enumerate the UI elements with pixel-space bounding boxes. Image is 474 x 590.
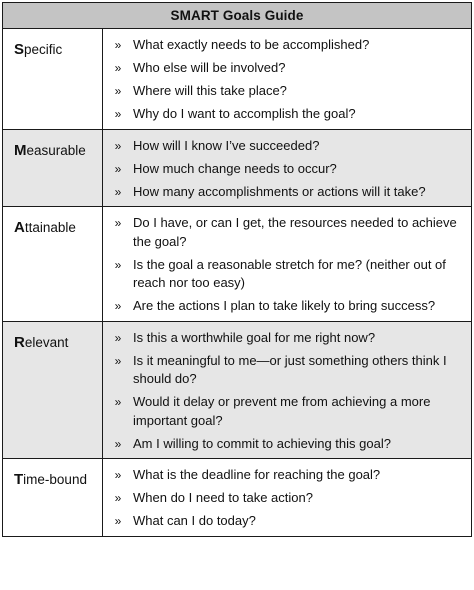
term-measurable [3, 130, 103, 207]
list-item [103, 160, 461, 179]
term-initial: T [14, 471, 24, 488]
list-item [103, 297, 461, 316]
term-initial: R [14, 333, 25, 351]
chevron-right-icon: » [114, 491, 122, 505]
question-text: How much change needs to occur? [133, 160, 337, 176]
term-rest: easurable [26, 142, 86, 158]
chevron-right-icon: » [114, 138, 122, 153]
list-item [103, 105, 461, 124]
chevron-right-icon: » [114, 257, 122, 272]
list-item [103, 512, 461, 531]
question-text: Is the goal a reasonable stretch for me? (neither out of reach nor too easy) [133, 256, 446, 290]
question-text: Where will this take place? [133, 83, 287, 98]
list-item [103, 393, 461, 430]
question-text: Why do I want to accomplish the goal? [133, 106, 356, 121]
term-attainable [3, 207, 103, 321]
list-item [103, 352, 461, 389]
question-list [103, 29, 471, 129]
list-item [103, 466, 461, 485]
chevron-right-icon: » [114, 84, 122, 98]
question-text: Is it meaningful to me—or just something others think I should do? [133, 352, 447, 386]
question-list [103, 459, 471, 536]
question-text: Who else will be involved? [133, 60, 286, 75]
table-title: SMART Goals Guide [3, 3, 471, 29]
chevron-right-icon: » [114, 216, 122, 230]
list-item [103, 256, 461, 293]
question-text: How many accomplishments or actions will it take? [133, 183, 426, 199]
question-text: When do I need to take action? [133, 490, 313, 505]
question-text: How will I know I’ve succeeded? [133, 137, 320, 153]
question-text: What can I do today? [133, 513, 256, 528]
chevron-right-icon: » [114, 299, 122, 313]
list-item [103, 214, 461, 251]
question-text: Is this a worthwhile goal for me right now? [133, 329, 376, 345]
list-item [103, 329, 461, 348]
question-text: Would it delay or prevent me from achieving a more important goal? [133, 394, 431, 428]
chevron-right-icon: » [114, 395, 122, 409]
list-item [103, 137, 461, 156]
list-item [103, 36, 461, 55]
chevron-right-icon: » [114, 38, 122, 52]
chevron-right-icon: » [114, 353, 122, 368]
term-relevant [3, 322, 103, 459]
list-item [103, 183, 461, 202]
row-attainable [3, 207, 471, 322]
chevron-right-icon: » [114, 184, 122, 199]
term-rest: ttainable [24, 220, 76, 235]
chevron-right-icon: » [114, 161, 122, 176]
term-rest: elevant [24, 334, 69, 350]
question-text: What is the deadline for reaching the goal? [133, 467, 381, 482]
question-list [103, 322, 471, 459]
term-time-bound [3, 459, 103, 536]
question-text: What exactly needs to be accomplished? [133, 37, 370, 52]
list-item [103, 82, 461, 101]
list-item [103, 59, 461, 78]
list-item [103, 435, 461, 454]
term-specific [3, 29, 103, 129]
chevron-right-icon: » [114, 61, 122, 75]
term-initial: A [14, 219, 25, 236]
question-list [103, 207, 471, 321]
question-text: Do I have, or can I get, the resources needed to achieve the goal? [133, 215, 457, 249]
smart-goals-table [2, 2, 472, 537]
row-specific [3, 29, 471, 130]
term-initial: S [14, 41, 25, 58]
chevron-right-icon: » [114, 107, 122, 121]
row-measurable [3, 130, 471, 208]
row-time-bound [3, 459, 471, 536]
term-rest: pecific [24, 42, 63, 57]
term-rest: ime-bound [23, 472, 87, 487]
chevron-right-icon: » [114, 330, 122, 345]
question-text: Are the actions I plan to take likely to bring success? [133, 298, 436, 313]
question-list [103, 130, 471, 207]
term-initial: M [14, 141, 27, 159]
list-item [103, 489, 461, 508]
question-text: Am I willing to commit to achieving this goal? [133, 435, 391, 451]
chevron-right-icon: » [114, 436, 122, 451]
row-relevant [3, 322, 471, 460]
chevron-right-icon: » [114, 514, 122, 528]
chevron-right-icon: » [114, 468, 122, 482]
